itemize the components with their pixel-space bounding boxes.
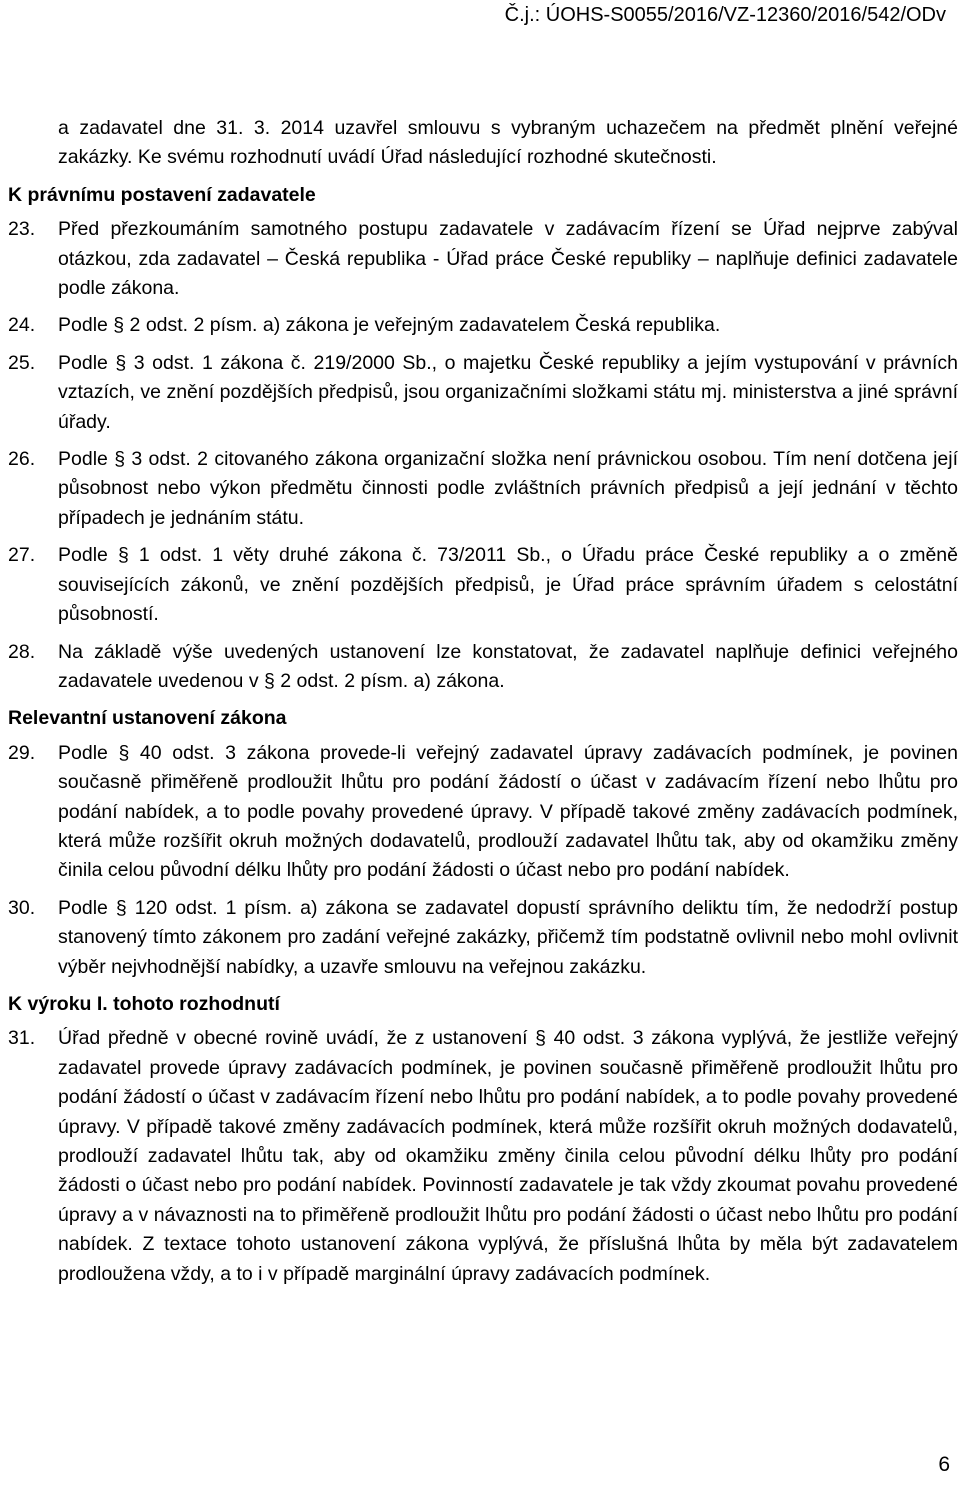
paragraph-31 <box>8 1024 958 1289</box>
document-reference: Č.j.: ÚOHS-S0055/2016/VZ-12360/2016/542/ODv <box>504 4 946 26</box>
paragraph-number: 24. <box>8 314 36 337</box>
section-heading-relevant-provisions: Relevantní ustanovení zákona <box>8 707 287 730</box>
paragraph-text: Podle § 120 odst. 1 písm. a) zákona se zadavatel dopustí správního deliktu tím, že nedodrží postup stanovený tímto zákonem pro zadání veřejné zakázky, přičemž tím podstatně ovlivnil nebo mohl ovlivnit výběr nejvhodnější nabídky, a uzavře smlouvu na veřejnou zakázku. <box>58 896 958 978</box>
paragraph-text: Podle § 3 odst. 2 citovaného zákona organizační složka není právnickou osobou. Tím není dotčena její působnost nebo výkon předmětu činnosti podle zvláštních právních předpisů a její jednání v těchto případech je jednáním státu. <box>58 448 958 529</box>
paragraph-number: 29. <box>8 741 36 764</box>
paragraph-text: Na základě výše uvedených ustanovení lze konstatovat, že zadavatel naplňuje definici veřejného zadavatele uvedenou v § 2 odst. 2 písm. a) zákona. <box>58 640 958 692</box>
section-heading-statement-one: K výroku I. tohoto rozhodnutí <box>8 992 280 1015</box>
paragraph-text: Úřad předně v obecné rovině uvádí, že z ustanovení § 40 odst. 3 zákona vyplývá, že jestliže veřejný zadavatel provede úpravy zadávacích podmínek, je povinen současně přiměřeně prodloužit lhůtu pro podání žádostí o účast v zadávacím řízení nebo lhůtu pro podání nabídek, a to podle povahy provedené úpravy. V případě takové změny zadávacích podmínek, která může rozšířit okruh možných dodavatelů, prodlouží zadavatel lhůtu tak, aby od okamžiku změny činila celou původní délku lhůty pro podání žádosti o účast nebo pro podání nabídek. Povinností zadavatele je tak vždy zkoumat povahu provedené úpravy a v návaznosti na to přiměřeně prodloužit lhůtu pro podání žádosti o účast nebo lhůtu pro podání nabídek. Z textace tohoto ustanovení zákona vyplývá, že příslušná lhůta by měla být zadavatelem prodloužena vždy, a to i v případě marginální úpravy zadávacích podmínek. <box>58 1027 958 1285</box>
paragraph-24 <box>8 311 958 340</box>
paragraph-text: Podle § 1 odst. 1 věty druhé zákona č. 73/2011 Sb., o Úřadu práce České republiky a o změně souvisejících zákonů, ve znění pozdějších předpisů, je Úřad práce správním úřadem s celostátní působností. <box>58 544 958 626</box>
paragraph-30 <box>8 894 958 982</box>
paragraph-text: Podle § 3 odst. 1 zákona č. 219/2000 Sb., o majetku České republiky a jejím vystupování v právních vztazích, ve znění pozdějších předpisů, jsou organizačními složkami státu mj. ministerstva a jiné správní úřady. <box>58 351 958 433</box>
intro-paragraph: a zadavatel dne 31. 3. 2014 uzavřel smlouvu s vybraným uchazečem na předmět plnění veřejné zakázky. Ke svému rozhodnutí uvádí Úřad následující rozhodné skutečnosti. <box>58 117 958 169</box>
paragraph-number: 23. <box>8 218 36 241</box>
section-heading-legal-status: K právnímu postavení zadavatele <box>8 183 316 206</box>
page-number: 6 <box>938 1453 950 1476</box>
paragraph-number: 25. <box>8 351 36 374</box>
paragraph-28 <box>8 638 958 697</box>
paragraph-27 <box>8 541 958 629</box>
paragraph-number: 31. <box>8 1027 36 1050</box>
paragraph-number: 26. <box>8 448 36 471</box>
document-body <box>8 114 958 1297</box>
paragraph-number: 30. <box>8 896 36 919</box>
paragraph-text: Podle § 40 odst. 3 zákona provede-li veřejný zadavatel úpravy zadávacích podmínek, je povinen současně přiměřeně prodloužit lhůtu pro podání žádostí o účast v zadávacím řízení nebo lhůtu pro podání nabídek, a to podle povahy provedené úpravy. V případě takové změny zadávacích podmínek, která může rozšířit okruh možných dodavatelů, prodlouží zadavatel lhůtu tak, aby od okamžiku změny činila celou původní délku lhůty pro podání žádosti o účast nebo pro podání nabídek. <box>58 741 958 882</box>
paragraph-number: 27. <box>8 544 36 567</box>
paragraph-23 <box>8 215 958 303</box>
paragraph-text: Před přezkoumáním samotného postupu zadavatele v zadávacím řízení se Úřad nejprve zabýval otázkou, zda zadavatel – Česká republika - Úřad práce České republiky – naplňuje definici zadavatele podle zákona. <box>58 218 958 300</box>
paragraph-25 <box>8 349 958 437</box>
paragraph-text: Podle § 2 odst. 2 písm. a) zákona je veřejným zadavatelem Česká republika. <box>58 314 721 337</box>
paragraph-29 <box>8 739 958 886</box>
paragraph-number: 28. <box>8 640 36 663</box>
paragraph-26 <box>8 445 958 533</box>
